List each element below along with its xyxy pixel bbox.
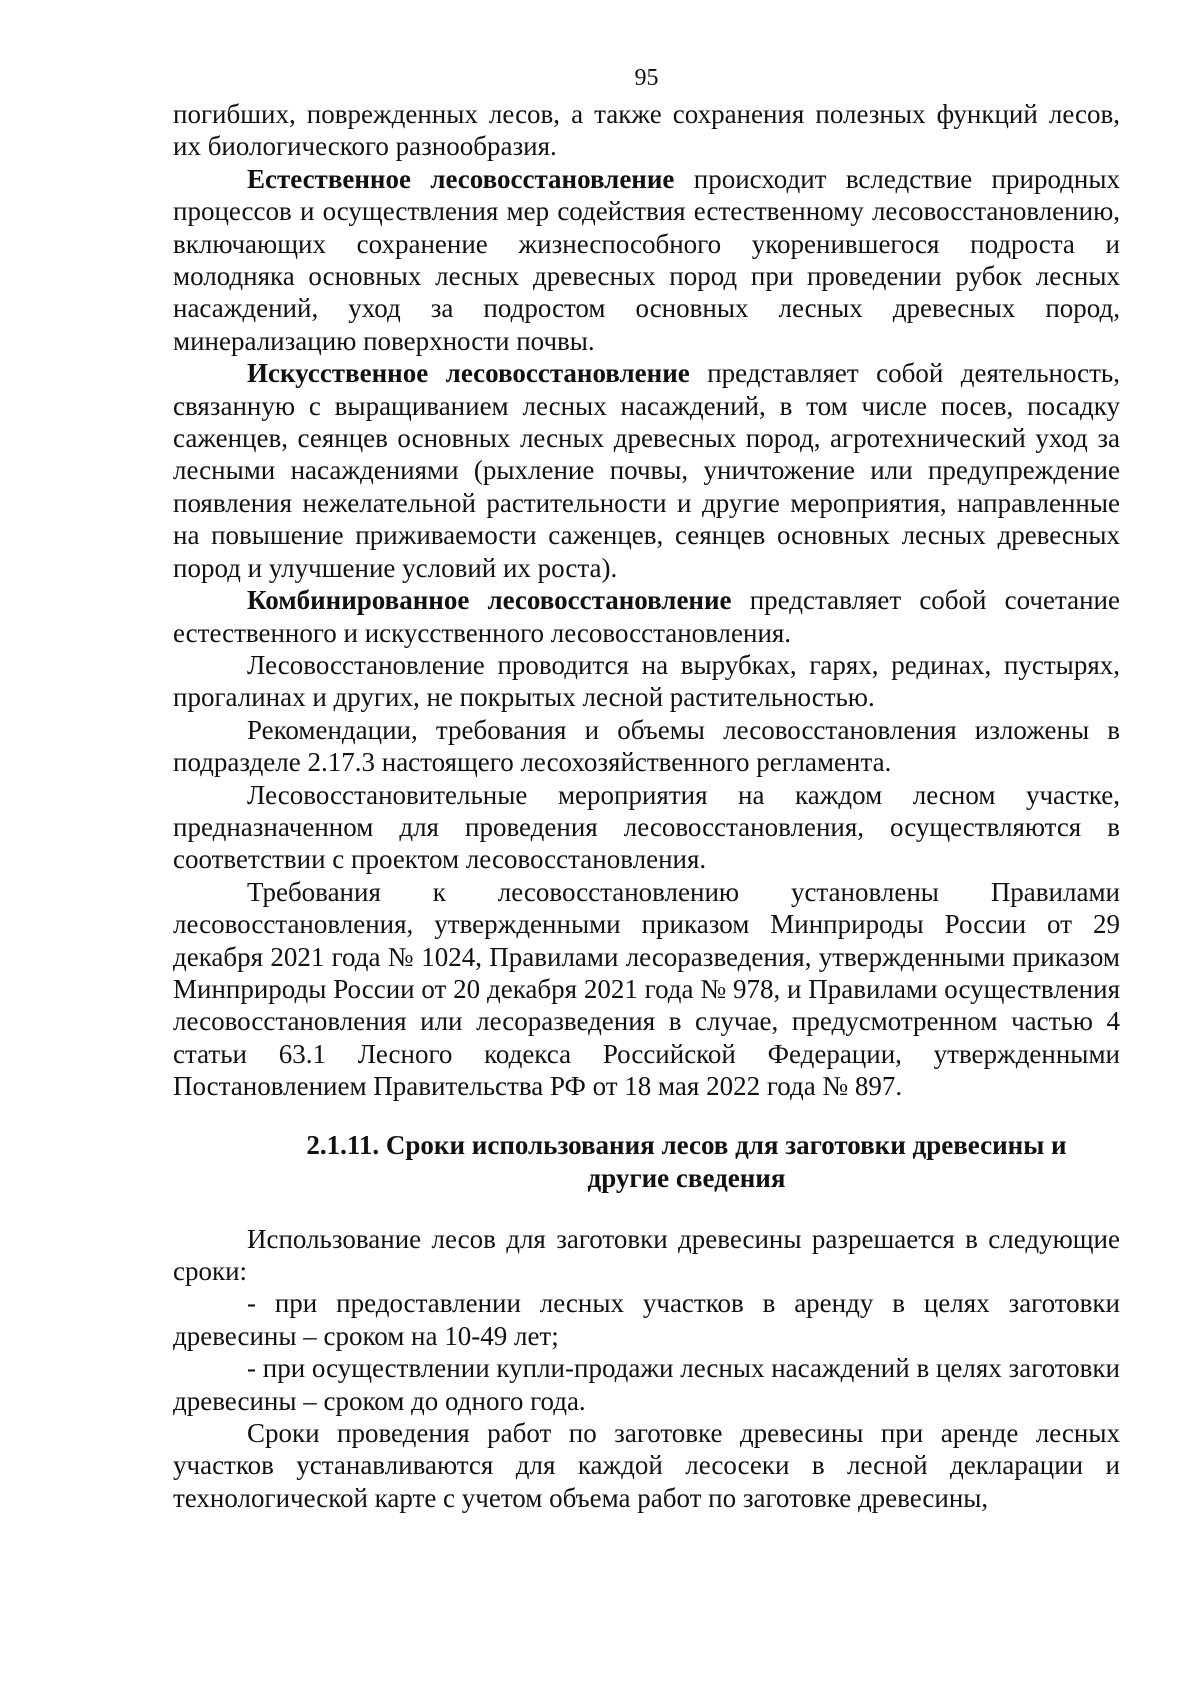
paragraph xyxy=(173,714,1120,779)
list-item xyxy=(173,1287,1120,1352)
page-number: 95 xyxy=(634,65,659,91)
section-heading-line-1: 2.1.11. Сроки использования лесов для заготовки древесины и xyxy=(306,1129,1067,1160)
paragraph-text: Рекомендации, требования и объемы лесовосстановления изложены в подразделе 2.17.3 настоящего лесохозяйственного регламента. xyxy=(173,714,1120,778)
paragraph xyxy=(173,584,1120,649)
paragraph-text: происходит вследствие природных процессов и осуществления мер содействия естественному лесовосстановлению, включающих сохранение жизнеспособного укоренившегося подроста и молодняка основных лесных древесных пород при проведении рубок лесных насаждений, уход за подростом основных лесных древесных пород, минерализацию поверхности почвы. xyxy=(173,163,1120,356)
list-item-text: - при предоставлении лесных участков в аренду в целях заготовки древесины – сроком на 10-49 лет; xyxy=(173,1288,1120,1351)
term-combined-reforestation: Комбинированное лесовосстановление xyxy=(247,585,732,616)
paragraph xyxy=(173,779,1120,876)
section-heading-line-2: другие сведения xyxy=(587,1162,786,1193)
paragraph-text: Требования к лесовосстановлению установлены Правилами лесовосстановления, утвержденными приказом Минприроды России от 29 декабря 2021 года № 1024, Правилами лесоразведения, утвержденными приказом Минприроды России от 20 декабря 2021 года № 978, и Правилами осуществления лесовосстановления или лесоразведения в случае, предусмотренном частью 4 статьи 63.1 Лесного кодекса Российской Федерации, утвержденными Постановлением Правительства РФ от 18 мая 2022 года № 897. xyxy=(173,876,1120,1102)
list-item-text: - при осуществлении купли-продажи лесных насаждений в целях заготовки древесины – сроком до одного года. xyxy=(173,1353,1120,1416)
paragraph-text: погибших, поврежденных лесов, а также сохранения полезных функций лесов, их биологического разнообразия. xyxy=(173,99,1120,162)
paragraph xyxy=(173,357,1120,584)
paragraph xyxy=(173,163,1120,357)
list-item xyxy=(173,1352,1120,1417)
paragraph-text: представляет собой сочетание естественного и искусственного лесовосстановления. xyxy=(173,585,1120,648)
paragraph-text: Использование лесов для заготовки древесины разрешается в следующие сроки: xyxy=(173,1223,1120,1286)
paragraph-text: Сроки проведения работ по заготовке древесины при аренде лесных участков устанавливаются для каждой лесосеки в лесной декларации и технологической карте с учетом объема работ по заготовке древесины, xyxy=(173,1418,1120,1513)
body-section-2 xyxy=(173,1223,1120,1515)
paragraph-text: Лесовосстановительные мероприятия на каждом лесном участке, предназначенном для проведения лесовосстановления, осуществляются в соответствии с проектом лесовосстановления. xyxy=(173,779,1120,875)
paragraph xyxy=(173,649,1120,714)
paragraph-text: представляет собой деятельность, связанную с выращиванием лесных насаждений, в том числе посев, посадку саженцев, сеянцев основных лесных древесных пород, агротехнический уход за лесными насаждениями (рыхление почвы, уничтожение или предупреждение появления нежелательной растительности и другие мероприятия, направленные на повышение приживаемости саженцев, сеянцев основных лесных древесных пород и улучшение условий их роста). xyxy=(173,358,1120,583)
document-page xyxy=(173,64,1120,1514)
paragraph-text: Лесовосстановление проводится на вырубках, гарях, рединах, пустырях, прогалинах и других, не покрытых лесной растительностью. xyxy=(173,649,1120,713)
body-section-1 xyxy=(173,98,1120,1103)
paragraph xyxy=(173,1223,1120,1288)
paragraph xyxy=(173,1417,1120,1514)
section-heading xyxy=(173,1129,1120,1195)
paragraph xyxy=(173,98,1120,163)
term-artificial-reforestation: Искусственное лесовосстановление xyxy=(247,358,690,389)
paragraph xyxy=(173,876,1120,1103)
term-natural-reforestation: Естественное лесовосстановление xyxy=(247,163,675,194)
